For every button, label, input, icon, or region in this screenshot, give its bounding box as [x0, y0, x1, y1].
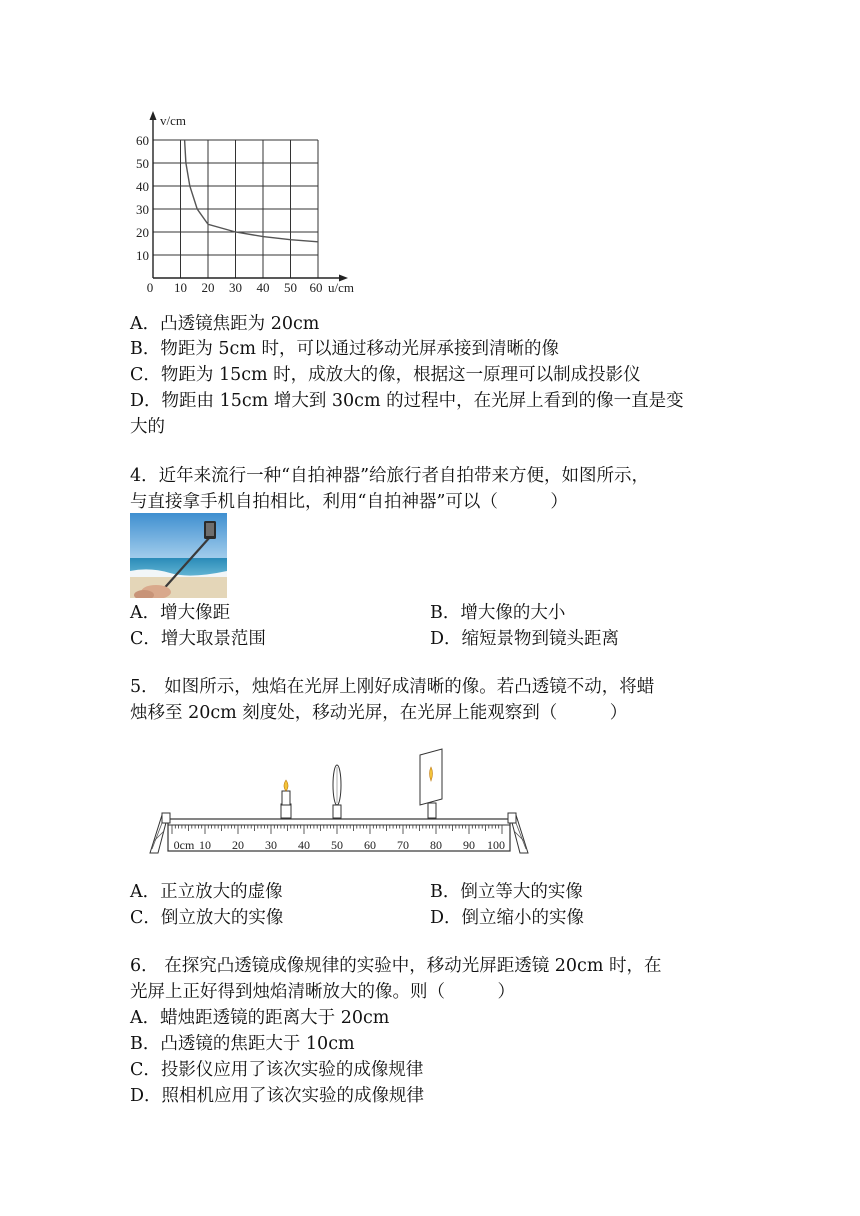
q6-option-c: C．投影仪应用了该次实验的成像规律: [130, 1060, 424, 1080]
ruler-label: 40: [298, 838, 310, 852]
convex-lens: [333, 765, 341, 818]
y-tick: 60: [136, 133, 149, 148]
ruler-label: 30: [265, 838, 277, 852]
q5-option-a: A．正立放大的虚像: [130, 882, 283, 902]
y-tick: 40: [136, 179, 149, 194]
x-tick: 20: [201, 280, 215, 295]
q6-option-b: B．凸透镜的焦距大于 10cm: [130, 1034, 355, 1054]
x-tick: 10: [174, 280, 187, 295]
ruler-label: 10: [199, 838, 211, 852]
q4-option-b: B．增大像的大小: [430, 603, 566, 623]
x-axis-label: u/cm: [328, 280, 354, 295]
q5-stem: 5． 如图所示，烛焰在光屏上刚好成清晰的像。若凸透镜不动，将蜡: [130, 677, 655, 697]
y-axis-label: v/cm: [160, 113, 186, 128]
selfie-stick-photo: [130, 513, 227, 598]
ruler-label: 60: [364, 838, 376, 852]
candle: [281, 780, 291, 818]
x-tick: 0: [146, 280, 154, 295]
q3-option-b: B．物距为 5cm 时，可以通过移动光屏承接到清晰的像: [130, 339, 560, 359]
ruler-label: 70: [397, 838, 409, 852]
y-tick: 20: [136, 225, 149, 240]
q4-option-d: D．缩短景物到镜头距离: [430, 629, 620, 649]
q4-stem: 4．近年来流行一种“自拍神器”给旅行者自拍带来方便，如图所示，: [130, 466, 650, 486]
x-tick: 30: [229, 280, 242, 295]
q4-stem-cont: 与直接拿手机自拍相比，利用“自拍神器”可以（ ）: [130, 492, 568, 512]
q5-option-d: D．倒立缩小的实像: [430, 908, 585, 928]
q4-option-c: C．增大取景范围: [130, 629, 266, 649]
q4-option-a: A．增大像距: [130, 603, 231, 623]
light-screen: [420, 749, 442, 818]
q5-option-c: C．倒立放大的实像: [130, 908, 284, 928]
ruler-label: 80: [430, 838, 442, 852]
x-tick: 60: [309, 280, 323, 295]
q6-stem: 6． 在探究凸透镜成像规律的实验中，移动光屏距透镜 20cm 时，在: [130, 956, 662, 976]
y-tick: 50: [136, 156, 149, 171]
x-tick: 40: [256, 280, 270, 295]
ruler-label: 20: [232, 838, 244, 852]
image-distance-graph: [128, 108, 368, 298]
ruler-label: 0cm: [173, 838, 195, 852]
q3-option-d-cont: 大的: [130, 417, 165, 437]
q5-option-b: B．倒立等大的实像: [430, 882, 583, 902]
ruler-label: 50: [331, 838, 343, 852]
ruler-label: 100: [487, 838, 505, 852]
q6-option-d: D．照相机应用了该次实验的成像规律: [130, 1086, 425, 1106]
q5-stem-cont: 烛移至 20cm 刻度处，移动光屏，在光屏上能观察到（ ）: [130, 703, 628, 723]
q3-option-a: A．凸透镜焦距为 20cm: [130, 314, 320, 334]
y-tick: 10: [136, 248, 149, 263]
ruler-label: 90: [463, 838, 475, 852]
y-tick: 30: [136, 202, 149, 217]
q6-stem-cont: 光屏上正好得到烛焰清晰放大的像。则（ ）: [130, 982, 515, 1002]
optical-bench-diagram: [140, 745, 540, 863]
q3-option-d: D．物距由 15cm 增大到 30cm 的过程中，在光屏上看到的像一直是变: [130, 391, 684, 411]
q3-option-c: C．物距为 15cm 时，成放大的像，根据这一原理可以制成投影仪: [130, 365, 641, 385]
x-tick: 50: [284, 280, 297, 295]
q6-option-a: A．蜡烛距透镜的距离大于 20cm: [130, 1008, 390, 1028]
